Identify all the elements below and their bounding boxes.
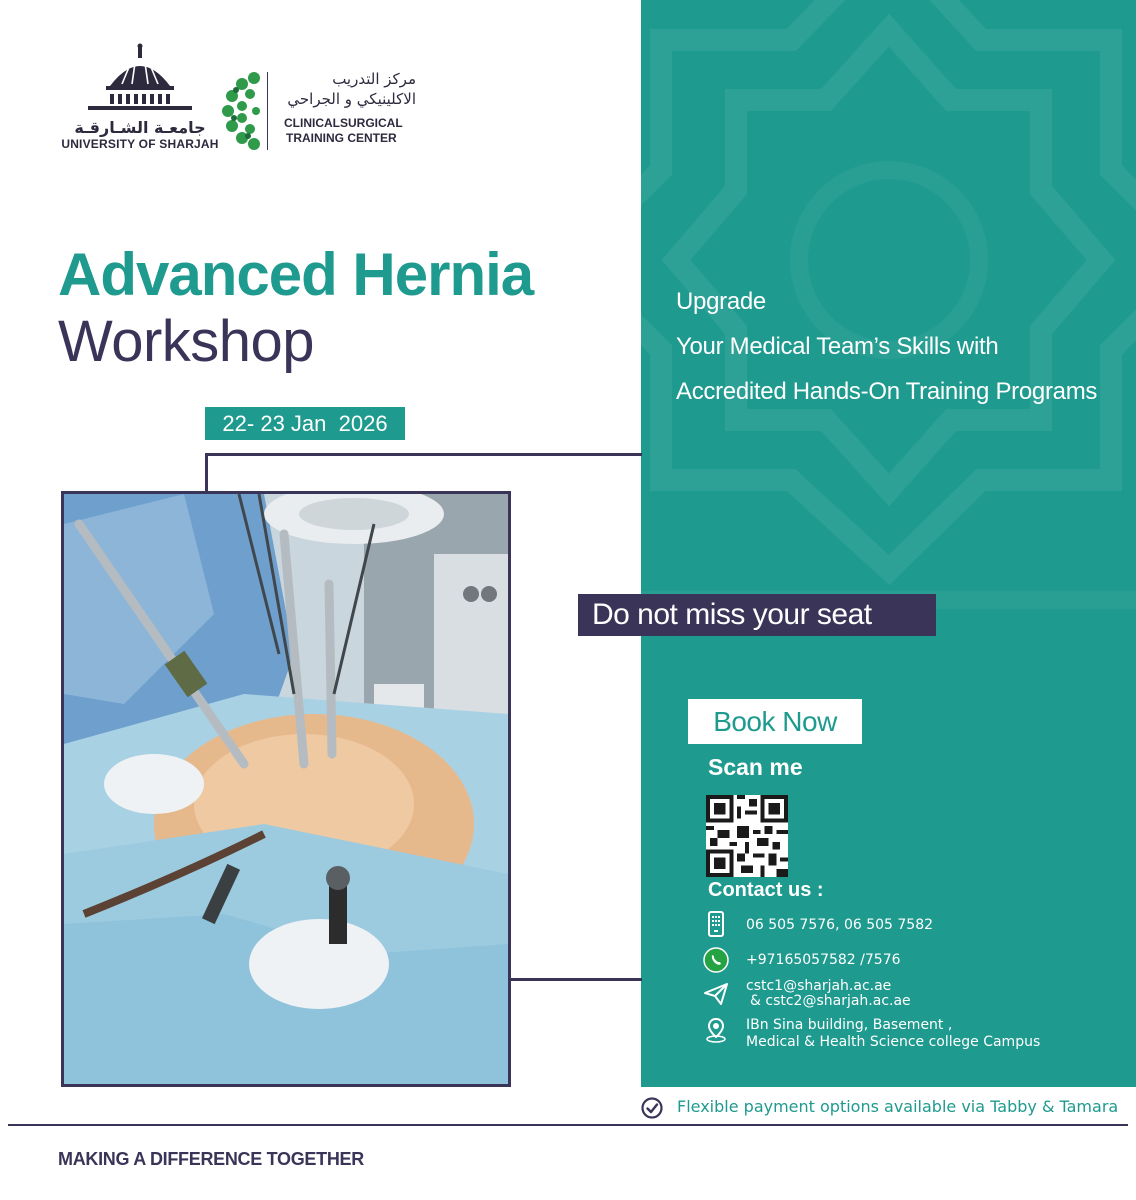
location-pin-icon [702, 1016, 730, 1044]
surgery-photo [61, 491, 511, 1087]
logo-divider [267, 72, 268, 150]
workshop-title: Advanced Hernia [58, 241, 534, 308]
connector-line-right [509, 978, 642, 981]
contact-title: Contact us : [708, 879, 824, 901]
university-english-name: UNIVERSITY OF SHARJAH [61, 137, 219, 151]
connector-line-top [205, 453, 642, 456]
check-circle-icon [640, 1096, 664, 1120]
payment-options-text: Flexible payment options available via Tabby & Tamara [677, 1097, 1119, 1116]
contact-email-1[interactable]: cstc1@sharjah.ac.ae [746, 978, 892, 994]
scan-me-label: Scan me [708, 754, 803, 780]
contact-address-line2: Medical & Health Science college Campus [746, 1034, 1041, 1050]
workshop-subtitle: Workshop [58, 309, 315, 374]
mobile-phone-icon [702, 910, 730, 938]
date-badge: 22- 23 Jan 2026 [205, 407, 405, 440]
footer-slogan: MAKING A DIFFERENCE TOGETHER [58, 1149, 364, 1169]
footer-divider [8, 1124, 1128, 1126]
contact-email-2[interactable]: & cstc2@sharjah.ac.ae [750, 993, 911, 1009]
whatsapp-icon [702, 946, 730, 974]
training-center-arabic-line2: الاكلينيكي و الجراحي [287, 90, 416, 108]
seat-banner: Do not miss your seat [578, 594, 936, 636]
training-center-leaf-logo-icon [220, 68, 270, 154]
contact-whatsapp[interactable]: +97165057582 /7576 [746, 952, 901, 968]
training-center-arabic-line1: مركز التدريب [332, 70, 416, 88]
laparoscopic-surgery-photo-icon [64, 494, 508, 1084]
contact-phones[interactable]: 06 505 7576, 06 505 7582 [746, 917, 934, 933]
paper-plane-icon [702, 980, 730, 1008]
tagline-line2: Your Medical Team’s Skills with [676, 333, 999, 360]
contact-address-line1: IBn Sina building, Basement , [746, 1017, 953, 1033]
training-center-english-line2: TRAINING CENTER [286, 131, 397, 145]
tagline-line3: Accredited Hands-On Training Programs [676, 378, 1098, 405]
university-arabic-name: جامعـة الشـارقـة [74, 118, 206, 137]
book-now-button[interactable]: Book Now [688, 699, 862, 744]
qr-code-icon[interactable] [706, 795, 788, 877]
connector-line-left [205, 453, 208, 493]
tagline-line1: Upgrade [676, 288, 766, 315]
training-center-english-line1: CLINICALSURGICAL [284, 116, 403, 130]
